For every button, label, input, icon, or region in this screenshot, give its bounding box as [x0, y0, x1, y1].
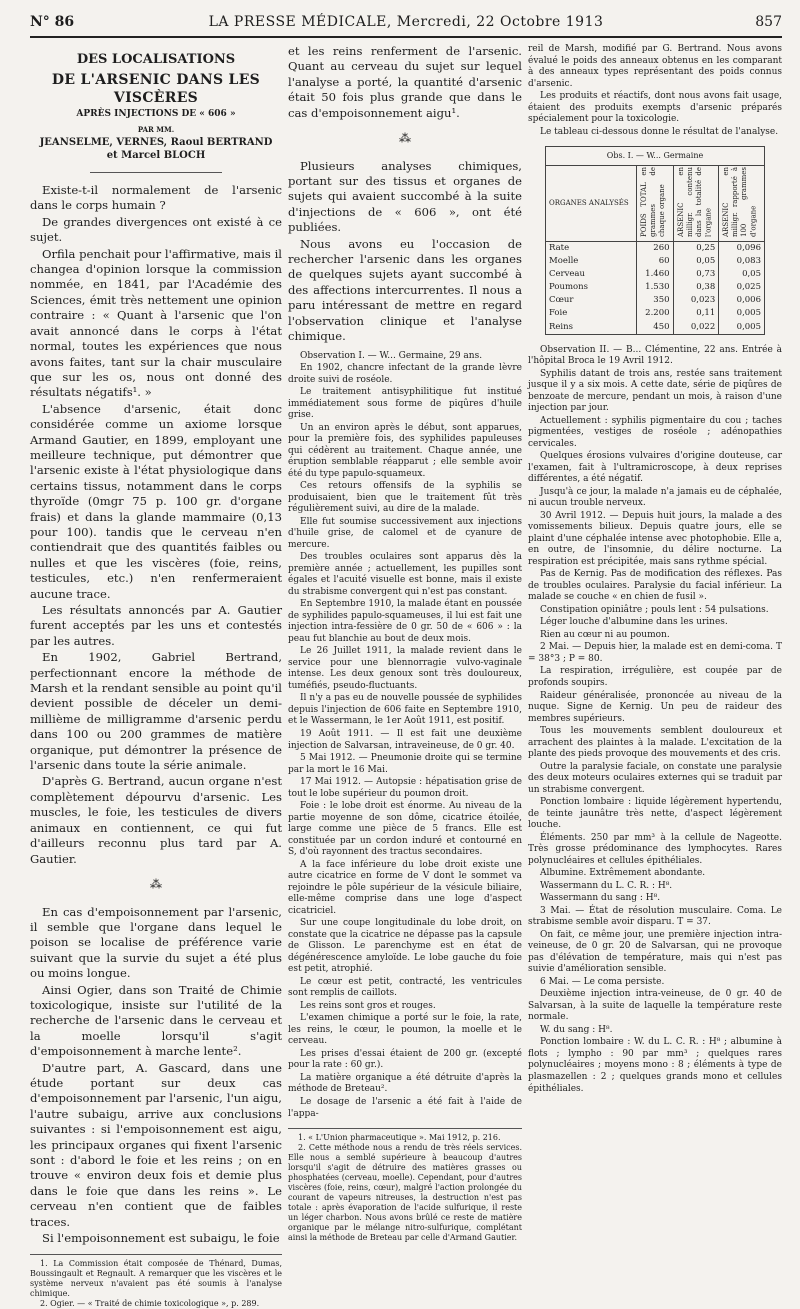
footnote: 2. Cette méthode nous a rendu de très réels services. Elle nous a semblé supérieure à beaucoup d'autres lorsqu'il s'agit de détruire des matières grasses ou phosphatées (cerveau, moelle). Cependant, pour d'autres viscères (foie, reins, cœur), malgré l'action prolongée du courant de vapeurs nitreuses, la destruction n'est pas totale : après évaporation de l'acide sulfurique, il reste un léger charbon. Nous avons brûlé ce reste de matière organique par le mélange nitro-sulfurique, complétant ainsi la méthode de Breteau par celle d'Armand Gautier. — [288, 1143, 522, 1243]
cell-weight: 350 — [637, 294, 673, 307]
cell-arsenic-100g: 0,025 — [719, 281, 765, 294]
paragraph: et les reins renferment de l'arsenic. Quant au cerveau du sujet sur lequel l'analyse a porté, la quantité d'arsenic était 50 fois plus grande que dans le cas d'empoisonnement aigu¹. — [288, 44, 522, 120]
paragraph: Nous avons eu l'occasion de rechercher l'arsenic dans les organes de quelques sujets ayant succombé à des affections intercurrentes. Il nous a paru intéressant de mettre en regard l'observation clinique et l'analyse chimique. — [288, 236, 522, 344]
paragraph: En cas d'empoisonnement par l'arsenic, il semble que l'organe dans lequel le poison se localise de préférence varie suivant que la survie du sujet a été plus ou moins longue. — [30, 904, 282, 981]
paragraph: L'examen chimique a porté sur le foie, la rate, les reins, le cœur, le poumon, la moelle et le cerveau. — [288, 1013, 522, 1047]
cell-arsenic-total: 0,25 — [673, 242, 719, 256]
table-header — [637, 166, 673, 242]
paragraph: De grandes divergences ont existé à ce sujet. — [30, 214, 282, 245]
paragraph: On fait, ce même jour, une première injection intra-veineuse, de 0 gr. 20 de Salvarsan, qui ne provoque pas d'élévation de température, mais qui n'est pas suivie d'amélioration sensible. — [528, 929, 782, 975]
article-authors-2: et Marcel BLOCH — [106, 150, 206, 162]
section-stars: ⁂ — [399, 131, 411, 146]
paragraph: Tous les mouvements semblent douloureux et arrachent des plaintes à la malade. L'excitation de la plante des pieds provoque des mouvements et des cris. — [528, 726, 782, 760]
header-arsenic-100g: ARSENIC en milligr. rapporté à 100 grammes d'organe — [722, 167, 758, 238]
cell-organ: Cœur — [546, 294, 637, 307]
cell-organ: Rate — [546, 242, 637, 256]
paragraph: Ces retours offensifs de la syphilis se produisaient, bien que le traitement fût très régulièrement suivi, au dire de la malade. — [288, 481, 522, 515]
paragraph: L'absence d'arsenic, était donc considérée comme un axiome lorsque Armand Gautier, en 1899, employant une meilleure technique, put démontrer que l'arsenic existe à l'état physiologique dans certains tissus, notamment dans le corps thyroïde (0mgr 75 p. 100 gr. d'organe frais) et dans la glande mammaire (0,13 pour 100). tandis que le cerveau n'en contiendrait que des quantités faibles ou nulles et que les viscères (foie, reins, testicules, etc.) n'en renfermeraient aucune trace. — [30, 401, 282, 601]
cell-organ: Reins — [546, 321, 637, 335]
paragraph: Outre la paralysie faciale, on constate une paralysie des deux moteurs oculaires externes qui se traduit par un strabisme convergent. — [528, 761, 782, 795]
cell-arsenic-total: 0,73 — [673, 268, 719, 281]
header-organes: ORGANES ANALYSÉS — [549, 199, 629, 208]
title-divider — [90, 172, 222, 173]
paragraph: Actuellement : syphilis pigmentaire du cou ; taches pigmentées, vestiges de roséole ; adénopathies cervicales. — [528, 415, 782, 449]
paragraph: Foie : le lobe droit est énorme. Au niveau de la partie moyenne de son dôme, cicatrice étoilée, large comme une pièce de 5 francs. Elle est constituée par un cordon induré et contourné en S, d'où rayonnent des tractus secondaires. — [288, 801, 522, 858]
paragraph: Le tableau ci-dessous donne le résultat de l'analyse. — [540, 126, 779, 137]
cell-weight: 1.530 — [637, 281, 673, 294]
paragraph: Le traitement antisyphilitique fut institué immédiatement sous forme de piqûres d'huile grise. — [288, 387, 522, 421]
paragraph: En 1902, chancre infectant de la grande lèvre droite suivi de roséole. — [288, 363, 522, 385]
table-header — [719, 166, 765, 242]
article-title-line1: DES LOCALISATIONS — [76, 52, 236, 67]
cell-arsenic-100g: 0,096 — [719, 242, 765, 256]
paragraph: Les produits et réactifs, dont nous avons fait usage, étaient des produits exempts d'arsenic préparés spécialement pour la toxicologie. — [528, 91, 782, 125]
cell-weight: 450 — [637, 321, 673, 335]
paragraph: Jusqu'à ce jour, la malade n'a jamais eu de céphalée, ni aucun trouble nerveux. — [528, 486, 782, 509]
column-1 — [30, 44, 282, 1309]
issue-number: N° 86 — [30, 14, 75, 30]
paragraph: Orfila penchait pour l'affirmative, mais il changea d'opinion lorsque la commission nommée, en 1841, par l'Académie des Sciences, émit très nettement une opinion contraire : « Quant à l'arsenic que l'on avait annoncé dans le corps à l'état normal, toutes les expériences que nous avons faites, tant sur la chair musculaire que sur les os, nous ont donné des résultats négatifs¹. » — [30, 246, 282, 400]
table-row — [546, 281, 765, 294]
paragraph: Ponction lombaire : liquide légèrement hypertendu, de teinte jaunâtre très nette, d'aspect légèrement louche. — [528, 797, 782, 831]
table-row — [546, 255, 765, 268]
paragraph: W. du sang : H⁸. — [540, 1024, 613, 1035]
header-arsenic-total: ARSENIC en milligr. contenu dans la totalité de l'organe — [676, 167, 712, 238]
paragraph: 19 Août 1911. — Il est fait une deuxième injection de Salvarsan, intraveineuse, de 0 gr. 40. — [288, 729, 522, 751]
cell-organ: Cerveau — [546, 268, 637, 281]
paragraph: 3 Mai. — État de résolution musculaire. Coma. Le strabisme semble avoir disparu. T = 37. — [528, 905, 782, 928]
cell-arsenic-100g: 0,083 — [719, 255, 765, 268]
paragraph: D'autre part, A. Gascard, dans une étude portant sur deux cas d'empoisonnement par l'arsenic, l'un aigu, l'autre subaigu, arrive aux conclusions suivantes : si l'empoisonnement est aigu, les principaux organes qui fixent l'arsenic sont : d'abord le foie et les reins ; on en trouve « environ deux fois et demie plus dans le foie que dans les reins ». Le cerveau n'en contient que de faibles traces. — [30, 1060, 282, 1229]
paragraph: Un an environ après le début, sont apparues, pour la première fois, des syphilides papuleuses qui cédèrent au traitement. Chaque année, une éruption semblable réapparut ; elle semble avoir été du type papulo-squameux. — [288, 422, 522, 479]
cell-arsenic-total: 0,11 — [673, 307, 719, 320]
paragraph: Le 26 Juillet 1911, la malade revient dans le service pour une blennorragie vulvo-vaginale intense. Les deux genoux sont très douloureux, tuméfiés, pseudo-fluctuants. — [288, 646, 522, 691]
paragraph: Ainsi Ogier, dans son Traité de Chimie toxicologique, insiste sur l'utilité de la recherche de l'arsenic dans le cerveau et la moelle lorsqu'il s'agit d'empoisonnement à marche lente². — [30, 982, 282, 1059]
paragraph: Léger louche d'albumine dans les urines. — [540, 617, 728, 628]
cell-arsenic-100g: 0,006 — [719, 294, 765, 307]
paragraph: Plusieurs analyses chimiques, portant sur des tissus et organes de sujets qui avaient succombé à la suite d'injections de « 606 », ont été publiées. — [288, 158, 522, 235]
paragraph: Le cœur est petit, contracté, les ventricules sont remplis de caillots. — [288, 976, 522, 999]
table-row — [546, 268, 765, 281]
paragraph: Les résultats annoncés par A. Gautier furent acceptés par les uns et contestés par les autres. — [30, 603, 282, 648]
section-stars: ⁂ — [150, 876, 162, 891]
paragraph: Rien au cœur ni au poumon. — [540, 629, 670, 640]
cell-organ: Moelle — [546, 255, 637, 268]
cell-arsenic-100g: 0,005 — [719, 307, 765, 320]
page-header — [30, 6, 782, 36]
cell-arsenic-total: 0,38 — [673, 281, 719, 294]
header-rule — [30, 36, 782, 38]
footnotes — [30, 1254, 282, 1309]
paragraph: En 1902, Gabriel Bertrand, perfectionnant encore la méthode de Marsh et la rendant sensible au point qu'il devient possible de déceler un demi-millième de milligramme d'arsenic perdu dans 100 ou 200 grammes de matière organique, put démontrer la présence de l'arsenic dans toute la série animale. — [30, 650, 282, 773]
paragraph: Elle fut soumise successivement aux injections d'huile grise, de calomel et de cyanure de mercure. — [288, 516, 522, 550]
header-poids: POIDS TOTAL en grammes de chaque organe — [640, 167, 667, 238]
paragraph: Wassermann du sang : H⁸. — [540, 893, 661, 904]
column-3 — [528, 44, 782, 1094]
paragraph: Des troubles oculaires sont apparus dès la première année ; actuellement, les pupilles sont égales et l'acuité visuelle est bonne, mais il existe du strabisme convergent qui n'est pas constant. — [288, 552, 522, 597]
paragraph: 30 Avril 1912. — Depuis huit jours, la malade a des vomissements bilieux. Depuis quatre jours, elle se plaint d'une céphalée intense avec photophobie. Elle a, en outre, de l'insomnie, du délire nocturne. La respiration est précipitée, mais sans rythme spécial. — [528, 510, 782, 567]
cell-arsenic-total: 0,023 — [673, 294, 719, 307]
paragraph: Syphilis datant de trois ans, restée sans traitement jusque il y a six mois. A cette date, série de piqûres de benzoate de mercure, pendant un mois, à raison d'une injection par jour. — [528, 368, 782, 414]
paragraph: Il n'y a pas eu de nouvelle poussée de syphilides depuis l'injection de 606 faite en Septembre 1910, et le Wassermann, le 1er Août 1911, est positif. — [288, 693, 522, 727]
paragraph: Si l'empoisonnement est subaigu, le foie — [42, 1231, 280, 1246]
paragraph: Deuxième injection intra-veineuse, de 0 gr. 40 de Salvarsan, à la suite de laquelle la température reste normale. — [528, 989, 782, 1023]
paragraph: La respiration, irrégulière, est coupée par de profonds soupirs. — [528, 666, 782, 688]
paragraph: Sur une coupe longitudinale du lobe droit, on constate que la cicatrice ne dépasse pas la capsule de Glisson. Le parenchyme est en état de dégénérescence amyloïde. Le lobe gauche du foie est petit, atrophié. — [288, 918, 522, 975]
article-title-line2: DE L'ARSENIC DANS LES VISCÈRES — [51, 71, 261, 107]
footnote: 2. Ogier. — « Traité de chimie toxicologique », p. 289. — [40, 1299, 260, 1309]
page-number: 857 — [755, 14, 782, 30]
footnote: 1. La Commission était composée de Thénard, Dumas, Boussingault et Regnault. A remarquer que les viscères et le système nerveux n'avaient pas été soumis à l'analyse chimique. — [30, 1259, 282, 1299]
paragraph: reil de Marsh, modifié par G. Bertrand. Nous avons évalué le poids des anneaux obtenus en les comparant à des anneaux types représentant des poids connus d'arsenic. — [528, 44, 782, 89]
table-row — [546, 294, 765, 307]
footnotes — [288, 1128, 522, 1243]
paragraph: 2 Mai. — Depuis hier, la malade est en demi-coma. T = 38°3 ; P = 80. — [528, 642, 782, 664]
paragraph: 6 Mai. — Le coma persiste. — [540, 976, 665, 987]
cell-arsenic-100g: 0,05 — [719, 268, 765, 281]
paragraph: D'après G. Bertrand, aucun organe n'est complètement dépourvu d'arsenic. Les muscles, le foie, les testicules de divers animaux en contiennent, ce qui fut d'ailleurs reconnu plus tard par A. Gautier. — [30, 774, 282, 866]
article-authors: JEANSELME, VERNES, Raoul BERTRAND — [39, 137, 273, 149]
cell-organ: Poumons — [546, 281, 637, 294]
paragraph: Éléments. 250 par mm³ à la cellule de Nageotte. Très grosse prédominance des lymphocytes. Rares polynucléaires et cellules épithéliales. — [528, 832, 782, 866]
observation-heading: Observation I. — W... Germaine, 29 ans. — [300, 350, 483, 361]
paragraph: A la face inférieure du lobe droit existe une autre cicatrice en forme de V dont le sommet va rejoindre le pôle supérieur de la vésicule biliaire, elle-même comprise dans une loge d'aspect cicatriciel. — [288, 859, 522, 916]
column-2 — [288, 44, 522, 1243]
cell-weight: 1.460 — [637, 268, 673, 281]
table-header — [673, 166, 719, 242]
paragraph: La matière organique a été détruite d'après la méthode de Breteau². — [288, 1072, 522, 1095]
paragraph: Quelques érosions vulvaires d'origine douteuse, car l'examen, fait à l'ultramicroscope, à deux reprises différentes, a été négatif. — [528, 451, 782, 485]
paragraph: Les prises d'essai étaient de 200 gr. (excepté pour la rate : 60 gr.). — [288, 1048, 522, 1071]
cell-organ: Foie — [546, 307, 637, 320]
observation-heading: Observation II. — B... Clémentine, 22 ans. Entrée à l'hôpital Broca le 19 Avril 1912. — [528, 344, 782, 367]
table-row — [546, 242, 765, 256]
article-subtitle: APRÈS INJECTIONS DE « 606 » — [76, 109, 236, 120]
paragraph: Pas de Kernig. Pas de modification des réflexes. Pas de troubles oculaires. Paralysie du facial inférieur. La malade se couche « en chien de fusil ». — [528, 569, 782, 603]
arsenic-table — [545, 146, 765, 334]
cell-arsenic-total: 0,05 — [673, 255, 719, 268]
footnote: 1. « L'Union pharmaceutique ». Mai 1912, p. 216. — [298, 1133, 501, 1143]
paragraph: Le dosage de l'arsenic a été fait à l'aide de l'appa- — [288, 1096, 522, 1119]
paragraph: Wassermann du L. C. R. : H⁸. — [540, 880, 673, 891]
article-par: PAR MM. — [137, 124, 175, 134]
paragraph: Existe-t-il normalement de l'arsenic dans le corps humain ? — [30, 183, 282, 213]
cell-arsenic-100g: 0,005 — [719, 321, 765, 335]
paragraph: 5 Mai 1912. — Pneumonie droite qui se termine par la mort le 16 Mai. — [288, 753, 522, 775]
paragraph: En Septembre 1910, la malade étant en poussée de syphilides papulo-squameuses, il lui est fait une injection intra-fessière de 0 gr. 50 de « 606 » : la peau fut blanchie au bout de deux mois. — [288, 599, 522, 644]
paragraph: Albumine. Extrêmement abondante. — [540, 868, 706, 879]
table-header — [546, 166, 637, 242]
table-caption: Obs. I. — W... Germaine — [546, 147, 765, 166]
cell-weight: 60 — [637, 255, 673, 268]
paragraph: Les reins sont gros et rouges. — [300, 1000, 436, 1011]
cell-weight: 2.200 — [637, 307, 673, 320]
paragraph: Constipation opiniâtre ; pouls lent : 54 pulsations. — [540, 604, 769, 615]
journal-title: LA PRESSE MÉDICALE, Mercredi, 22 Octobre 1913 — [208, 14, 604, 30]
cell-arsenic-total: 0,022 — [673, 321, 719, 335]
paragraph: 17 Mai 1912. — Autopsie : hépatisation grise de tout le lobe supérieur du poumon droit. — [288, 777, 522, 799]
cell-weight: 260 — [637, 242, 673, 256]
paragraph: Raideur généralisée, prononcée au niveau de la nuque. Signe de Kernig. Un peu de raideur des membres supérieurs. — [528, 690, 782, 724]
table-row — [546, 321, 765, 335]
paragraph: Ponction lombaire : W. du L. C. R. : H⁸ ; albumine à flots ; lympho : 90 par mm³ ; quelques rares polynucléaires ; moyens mono : 8 ; éléments à type de plasmazellen : 2 ; quelques grands mono et cellules épithéliales. — [528, 1037, 782, 1094]
table-row — [546, 307, 765, 320]
